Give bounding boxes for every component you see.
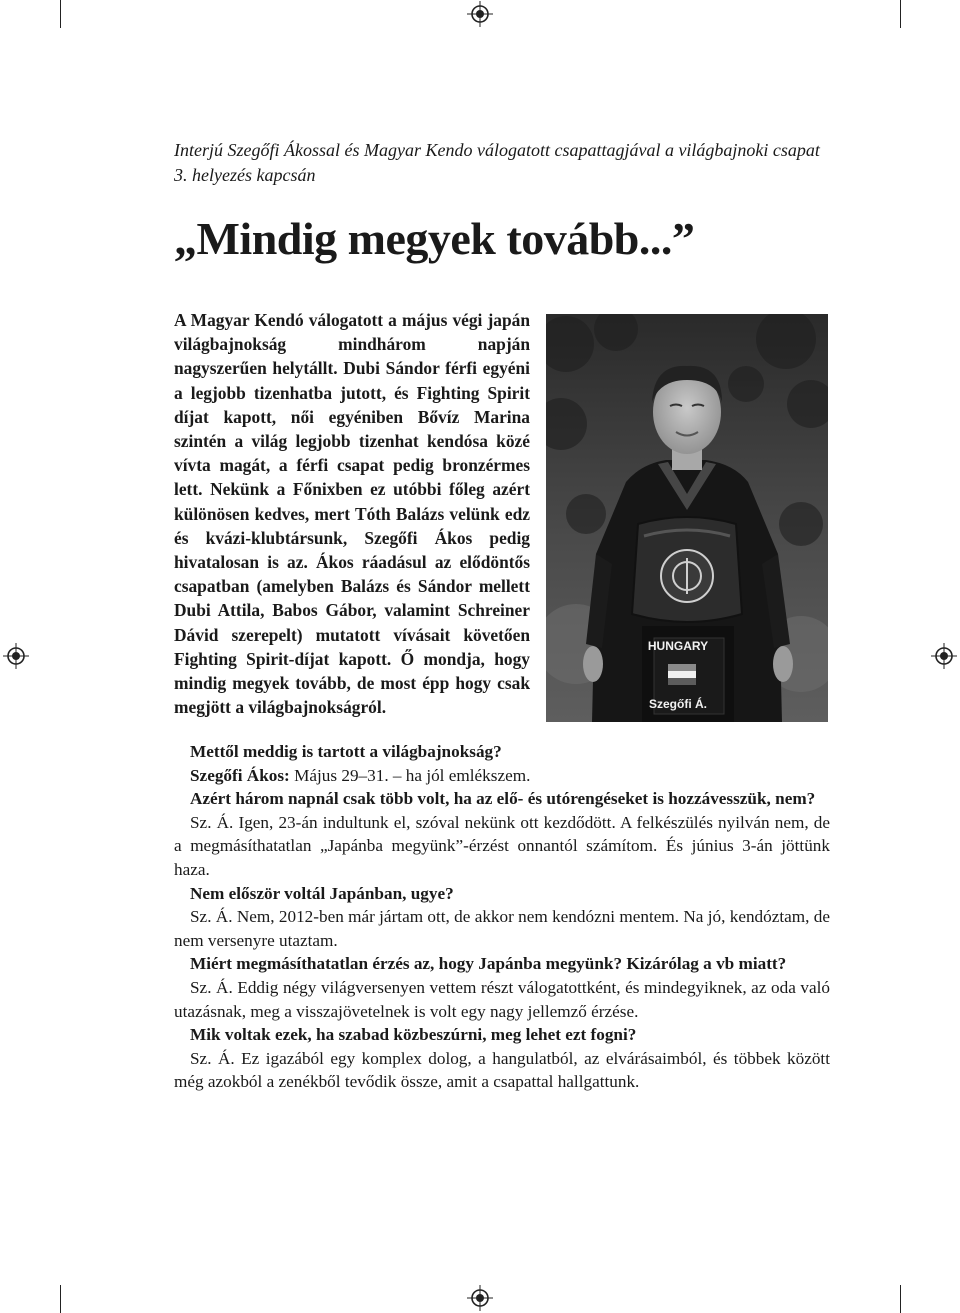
registration-mark-bottom [467,1285,493,1311]
crop-mark-bottom-right [900,1285,901,1313]
article-intro: Interjú Szegőfi Ákossal és Magyar Kendo válogatott csapattagjával a világbajnoki csapat 3. helyezés kapcsán [174,140,820,185]
interview-answer: Sz. Á. Igen, 23-án indultunk el, szóval nekünk ott kezdődött. A felkészülés nyilván nem, de a megmásíthatatlan „Japánba megyünk”-érzést onnantól számítom. És június 3-án jöttünk haza. [174,812,830,879]
athlete-photo [546,314,828,722]
interview-question: Nem először voltál Japánban, ugye? [190,883,454,903]
interview-answer [174,764,830,788]
article-lead: A Magyar Kendó válogatott a május végi japán világbajnokság mindhárom napján nagyszerűen helytállt. Dubi Sándor férfi egyéni a legjobb tizenhatba jutott, és Fighting Spirit díjat kapott, női egyéniben Bővíz Marina szintén a világ legjobb tizenhat kendósa közé vívta magát, a férfi csapat pedig bronzérmes lett. Nekünk a Főnixben ez utóbbi főleg azért különösen kedves, mert Tóth Balázs velünk edz és kvázi-klubtársunk, Szegőfi Ákos pedig hivatalosan is az. Ákos ráadásul az elődöntős csapatban (amelyben Balázs és Sándor mellett Dubi Attila, Babos Gábor, valamint Schreiner Dávid szerepelt) mutatott vívásait követően Fighting Spirit-díjat kapott. Ő mondja, hogy mindig megyek tovább, de most épp hogy csak megjött a világbajnokságról. [174,310,530,718]
interview [174,740,830,1094]
interview-answer: Sz. Á. Eddig négy világversenyen vettem részt válogatottként, és mindegyiknek, az oda való utazásnak, meg a visszajövetelnek is volt egy nagy jellemző érzése. [174,977,830,1021]
interview-answer: Sz. Á. Nem, 2012-ben már jártam ott, de akkor nem kendózni mentem. Na jó, kendóztam, de nem versenyre utaztam. [174,907,830,950]
registration-mark-left [3,643,29,669]
armor-hungary-label: HUNGARY [647,639,709,653]
crop-mark-top-left [60,0,61,28]
interview-question: Azért három napnál csak több volt, ha az elő- és utórengéseket is hozzávesszük, nem? [190,789,816,809]
crop-mark-bottom-left [60,1285,61,1313]
registration-mark-right [931,643,957,669]
athlete-photo-illustration [546,314,828,722]
armor-name-tag: Szegőfi Á. [648,697,708,711]
crop-mark-top-right [900,0,901,28]
interview-answer: Sz. Á. Ez igazából egy komplex dolog, a hangulatból, az elvárásaimból, és többek között még azokból a zenékből tevődik össze, amit a csapattal hallgattunk. [174,1048,830,1092]
answer-text: Május 29–31. – ha jól emlékszem. [289,765,531,785]
speaker-name: Szegőfi Ákos: [190,765,290,785]
interview-question: Mettől meddig is tartott a világbajnokság? [190,742,502,761]
interview-question: Miért megmásíthatatlan érzés az, hogy Japánba megyünk? Kizárólag a vb miatt? [190,954,787,974]
interview-question: Mik voltak ezek, ha szabad közbeszúrni, meg lehet ezt fogni? [190,1025,637,1045]
registration-mark-top [467,1,493,27]
article-title: „Mindig megyek tovább...” [174,213,695,264]
